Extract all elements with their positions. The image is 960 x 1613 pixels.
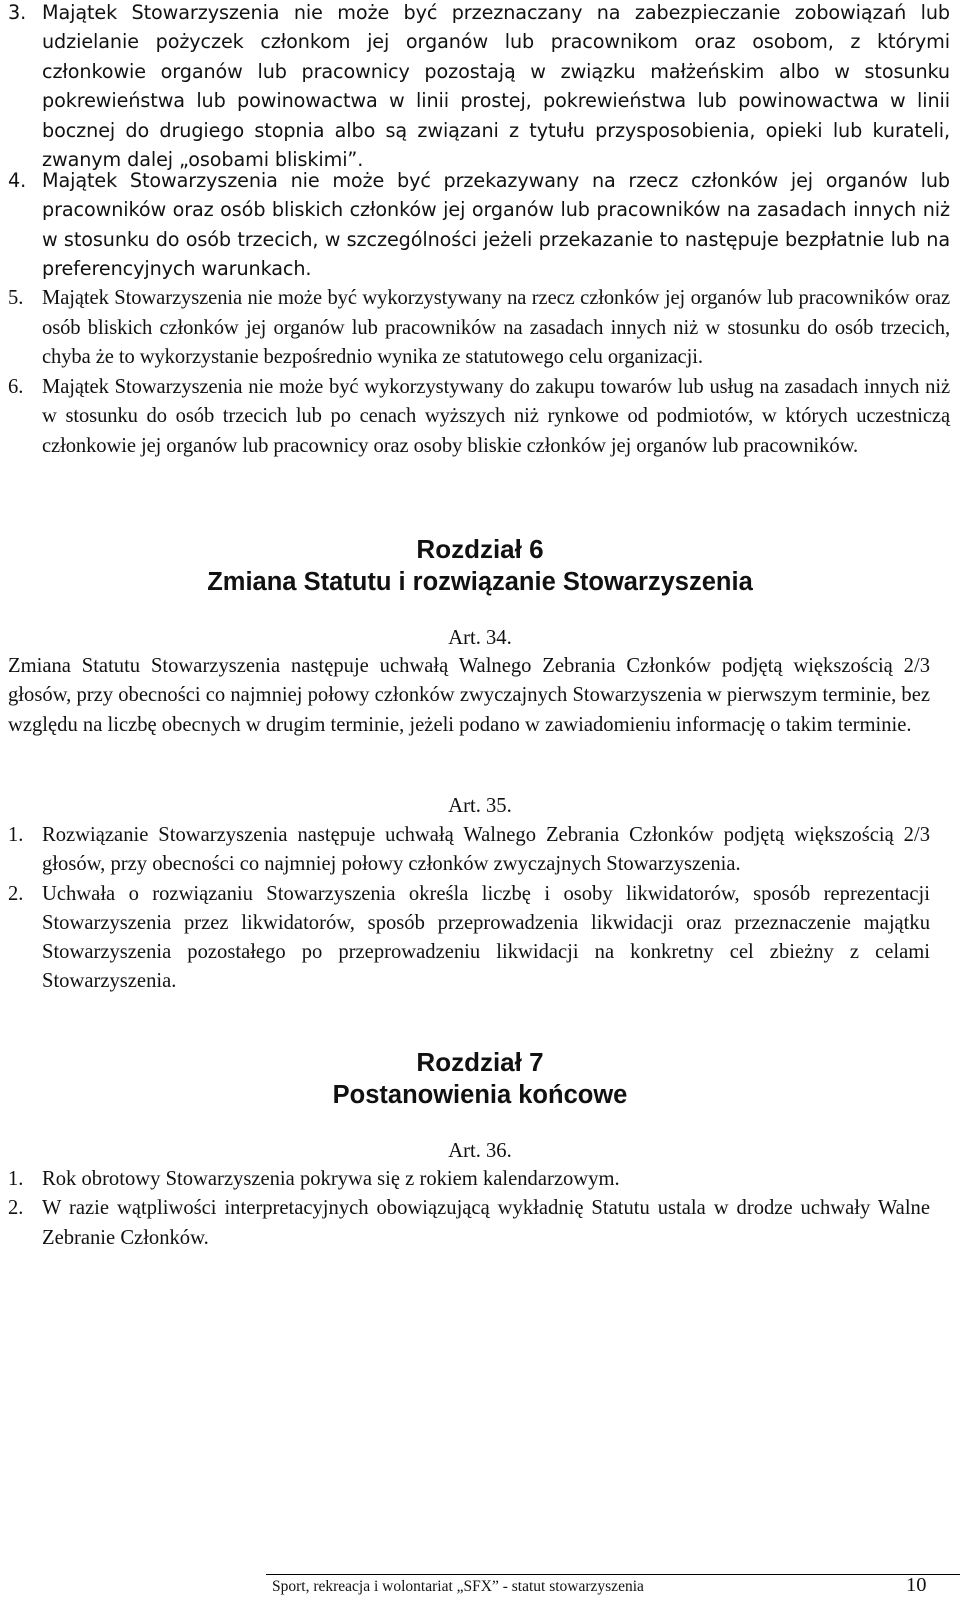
list-item [8,166,950,283]
list-item [8,284,950,373]
chapter-7-heading [0,1045,960,1111]
item-number: 3. [8,1,27,24]
item-number: 2. [8,882,24,905]
list-item [8,821,930,880]
article-34-text: Zmiana Statutu Stowarzyszenia następuje uchwałą Walnego Zebrania Członków podjętą większością 2/3 głosów, przy obecności co najmniej połowy członków zwyczajnych Stowarzyszenia w pierwszym terminie, bez względu na liczbę obecnych w drugim terminie, jeżeli podano w zawiadomieniu informację o takim terminie. [8,655,930,736]
list-item [8,1194,930,1253]
chapter-number: Rozdział 6 [416,534,544,564]
item-number: 5. [8,287,24,309]
list-item [8,880,930,997]
item-text: Rozwiązanie Stowarzyszenia następuje uchwałą Walnego Zebrania Członków podjętą większością 2/3 głosów, przy obecności co najmniej połowy członków zwyczajnych Stowarzyszenia. [42,824,930,876]
item-text: Uchwała o rozwiązaniu Stowarzyszenia określa liczbę i osoby likwidatorów, sposób reprezentacji Stowarzyszenia przez likwidatorów, sposób przeprowadzenia likwidacji oraz przeznaczenie majątku Stowarzyszenia pozostałego po przeprowadzeniu likwidacji na konkretny cel zbieżny z celami Stowarzyszenia. [42,882,930,993]
item-number: 1. [8,1168,24,1190]
page-footer [0,1574,960,1604]
list-item [8,373,950,462]
page-number: 10 [906,1574,927,1596]
chapter-number: Rozdział 7 [416,1047,544,1077]
list-item [8,0,950,172]
article-34-heading: Art. 34. [448,627,512,649]
item-number: 6. [8,375,24,398]
footer-divider [266,1574,960,1575]
item-number: 4. [8,169,27,192]
item-text: Majątek Stowarzyszenia nie może być wykorzystywany do zakupu towarów lub usług na zasadach innych niż w stosunku do osób trzecich lub po cenach wyższych niż rynkowe od podmiotów, w których uczestniczą członkowie jej organów lub pracownicy oraz osoby bliskie członków jej organów lub pracowników. [42,375,950,457]
item-text: Majątek Stowarzyszenia nie może być przekazywany na rzecz członków jej organów lub pracowników oraz osób bliskich członków jej organów lub pracowników na zasadach innych niż w stosunku do osób trzecich, w szczególności jeżeli przekazanie to następuje bezpłatnie lub na preferencyjnych warunkach. [42,169,950,281]
property-rules-list [8,0,950,462]
item-text: Rok obrotowy Stowarzyszenia pokrywa się z rokiem kalendarzowym. [42,1168,620,1190]
list-item [8,1165,930,1194]
item-text: W razie wątpliwości interpretacyjnych obowiązującą wykładnię Statutu ustala w drodze uchwały Walne Zebranie Członków. [42,1197,930,1249]
item-text: Majątek Stowarzyszenia nie może być wykorzystywany na rzecz członków jej organów lub pracowników oraz osób bliskich członków jej organów lub pracowników na zasadach innych niż w stosunku do osób trzecich, chyba że to wykorzystanie bezpośrednio wynika ze statutowego celu organizacji. [42,287,950,369]
chapter-6-heading [0,532,960,598]
article-36-heading: Art. 36. [448,1140,512,1162]
article-35-heading: Art. 35. [448,795,512,817]
item-text: Majątek Stowarzyszenia nie może być przeznaczany na zabezpieczanie zobowiązań lub udzielanie pożyczek członkom jej organów lub pracownikom oraz osobom, z którymi członkowie organów lub pracownicy pozostają w związku małżeńskim albo w stosunku pokrewieństwa lub powinowactwa w linii prostej, pokrewieństwa lub powinowactwa w linii bocznej do drugiego stopnia albo są związani z tytułu przysposobienia, opieki lub kurateli, zwanym dalej „osobami bliskimi”. [42,1,950,172]
chapter-title: Postanowienia końcowe [332,1081,628,1109]
item-number: 2. [8,1197,24,1220]
article-35-list [8,821,930,997]
chapter-title: Zmiana Statutu i rozwiązanie Stowarzyszenia [207,568,753,596]
item-number: 1. [8,824,24,846]
article-36-list [8,1165,930,1253]
footer-title: Sport, rekreacja i wolontariat „SFX” - statut stowarzyszenia [272,1578,644,1595]
